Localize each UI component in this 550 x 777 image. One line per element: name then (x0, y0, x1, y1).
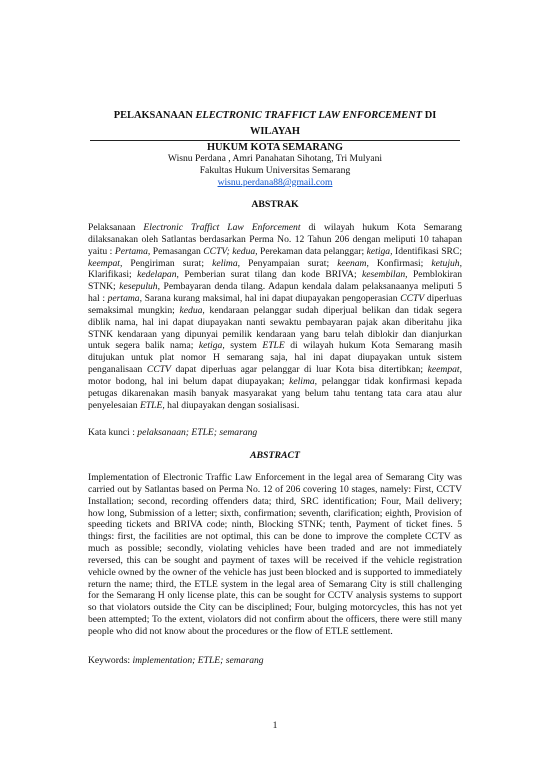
abstract-paragraph: Implementation of Electronic Traffic Law Enforcement in the legal area of Semarang City was carried out by Satlantas based on Perma No. 12 of 206 covering 10 stages, namely: First, CCTV Installation; second, recording offenders data; third, SRC identification; Four, Mail delivery; how long, Submission of a letter; sixth, confirmation; seventh, clarification; eighth, Provision of speeding tickets and BRIVA code; ninth, Blocking STNK; tenth, Payment of ticket fines. 5 things: first, the facilities are not optimal, this can be done to improve the complete CCTV as much as possible; secondly, violating vehicles have been traded and are not immediately reversed, this can be sought and payment of taxes will be received if the vehicle registration vehicle owned by the owner of the vehicle has just been blocked and is supported to immediately return the name; third, the ETLE system in the legal area of Semarang City is still challenging for the Semarang H only license plate, this can be sought for CCTV analysis systems to support so that violators outside the City can be disciplined; Four, bulging motorcycles, this has not yet been attempted; To the extent, violators did not confirm about the officers, there were still many people who did not know about the procedures or the flow of ETLE settlement. (88, 472, 462, 637)
abstrak-paragraph: Pelaksanaan Electronic Traffict Law Enforcement di wilayah hukum Kota Semarang dilaksanakan oleh Satlantas berdasarkan Perma No. 12 Tahun 206 dengan meliputi 10 tahapan yaitu : Pertama, Pemasangan CCTV; kedua, Perekaman data pelanggar; ketiga, Identifikasi SRC; keempat, Pengiriman surat; kelima, Penyampaian surat; keenam, Konfirmasi; ketujuh, Klarifikasi; kedelapan, Pemberian surat tilang dan kode BRIVA; kesembilan, Pemblokiran STNK; kesepuluh, Pembayaran denda tilang. Adapun kendala dalam pelaksanaanya meliputi 5 hal : pertama, Sarana kurang maksimal, hal ini dapat diupayakan pengoperasian CCTV diperluas semaksimal mungkin; kedua, kendaraan pelanggar sudah diperjual belikan dan tidak segera diblik nama, hal ini dapat diupayakan nanti sewaktu pembayaran pajak akan diberitahu jika STNK kendaraan yang dipunyai pemilik kendaraan yang baru telah diblokir dan dianjurkan untuk segera balik nama; ketiga, system ETLE di wilayah hukum Kota Semarang masih ditujukan untuk plat nomor H semarang saja, hal ini dapat diupayakan untuk sistem penganalisaan CCTV dapat diperluas agar pelanggar di luar Kota bisa ditertibkan; keempat, motor bodong, hal ini belum dapat diupayakan; kelima, pelanggar tidak konfirmasi kepada petugas dikarenakan masih banyak masyarakat yang belum tahu tentang tata cara atau alur penyelesaian ETLE, hal diupayakan dengan sosialisasi. (88, 222, 463, 411)
kata-kunci-label: Kata kunci : (88, 427, 138, 438)
email-line (88, 177, 462, 189)
keywords (88, 655, 462, 666)
title-line2: HUKUM KOTA SEMARANG (206, 142, 344, 153)
keywords-label: Keywords: (88, 655, 133, 666)
title-part1: PELAKSANAAN (113, 110, 196, 121)
title-part3: DI WILAYAH (249, 110, 437, 137)
affiliation: Fakultas Hukum Universitas Semarang (199, 165, 351, 176)
kata-kunci-value: pelaksanaan; ETLE; semarang (137, 427, 258, 438)
title-divider (90, 140, 460, 141)
abstract-heading: ABSTRACT (249, 450, 301, 461)
paper-title (88, 108, 462, 156)
email-link[interactable]: wisnu.perdana88@gmail.com (217, 177, 333, 188)
authors: Wisnu Perdana , Amri Panahatan Sihotang, Tri Mulyani (167, 153, 383, 164)
keywords-value: implementation; ETLE; semarang (132, 655, 264, 666)
kata-kunci (88, 427, 462, 438)
title-part2: ELECTRONIC TRAFFICT LAW ENFORCEMENT (195, 110, 423, 121)
abstrak-heading: ABSTRAK (251, 199, 299, 210)
page-number: 1 (272, 720, 278, 731)
